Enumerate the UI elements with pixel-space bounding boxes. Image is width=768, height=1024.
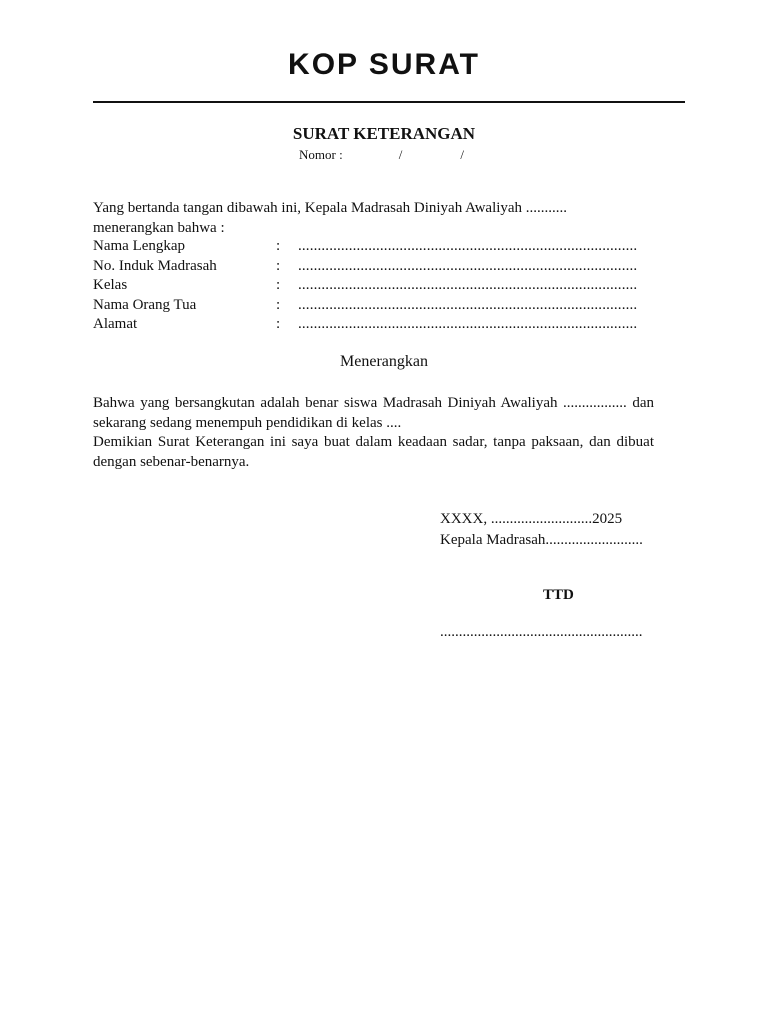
document-number xyxy=(299,147,464,163)
field-label: No. Induk Madrasah xyxy=(93,257,217,274)
student-fields xyxy=(93,237,637,335)
letterhead-title: KOP SURAT xyxy=(288,48,480,81)
field-label: Kelas xyxy=(93,277,128,293)
place-date: XXXX, ...........................2025 xyxy=(440,511,623,527)
field-colon: : xyxy=(276,277,281,293)
nomor-separator: / xyxy=(460,147,464,162)
field-blank: ....................................................................................... xyxy=(298,257,638,274)
field-label: Nama Lengkap xyxy=(93,238,186,254)
field-row-no-induk xyxy=(93,257,637,277)
signer-position: Kepala Madrasah.......................... xyxy=(440,531,643,548)
field-label: Nama Orang Tua xyxy=(93,296,197,313)
letterhead-divider xyxy=(93,101,685,103)
intro-line: Yang bertanda tangan dibawah ini, Kepala Madrasah Diniyah Awaliyah ........... xyxy=(93,200,568,216)
field-label: Alamat xyxy=(93,316,138,332)
intro-line: menerangkan bahwa : xyxy=(93,219,225,236)
field-colon: : xyxy=(276,238,281,254)
nomor-separator: / xyxy=(398,147,403,162)
field-colon: : xyxy=(276,316,281,332)
field-colon: : xyxy=(276,296,281,313)
body-paragraph: Bahwa yang bersangkutan adalah benar siswa Madrasah Diniyah Awaliyah ................. dan sekarang sedang menempuh pendidikan di kelas .... xyxy=(93,395,654,431)
intro-paragraph xyxy=(93,199,673,238)
signature-block xyxy=(440,509,643,550)
section-heading: Menerangkan xyxy=(340,353,428,370)
nomor-label: Nomor : xyxy=(299,147,343,162)
signer-name-line: ...................................................... xyxy=(440,624,643,640)
signature-placeholder: TTD xyxy=(543,587,574,603)
field-row-nama-orang-tua xyxy=(93,296,637,316)
field-row-nama-lengkap xyxy=(93,237,637,257)
field-blank: ....................................................................................... xyxy=(298,296,638,313)
field-blank: ....................................................................................... xyxy=(298,238,638,254)
field-blank: ....................................................................................... xyxy=(298,277,638,293)
body-paragraphs xyxy=(93,394,654,472)
field-blank: ....................................................................................... xyxy=(298,316,638,332)
document-title: SURAT KETERANGAN xyxy=(292,124,476,143)
field-colon: : xyxy=(276,257,281,274)
body-paragraph: Demikian Surat Keterangan ini saya buat dalam keadaan sadar, tanpa paksaan, dan dibuat dengan sebenar-benarnya. xyxy=(93,434,654,470)
field-row-kelas xyxy=(93,276,637,296)
field-row-alamat xyxy=(93,315,637,335)
